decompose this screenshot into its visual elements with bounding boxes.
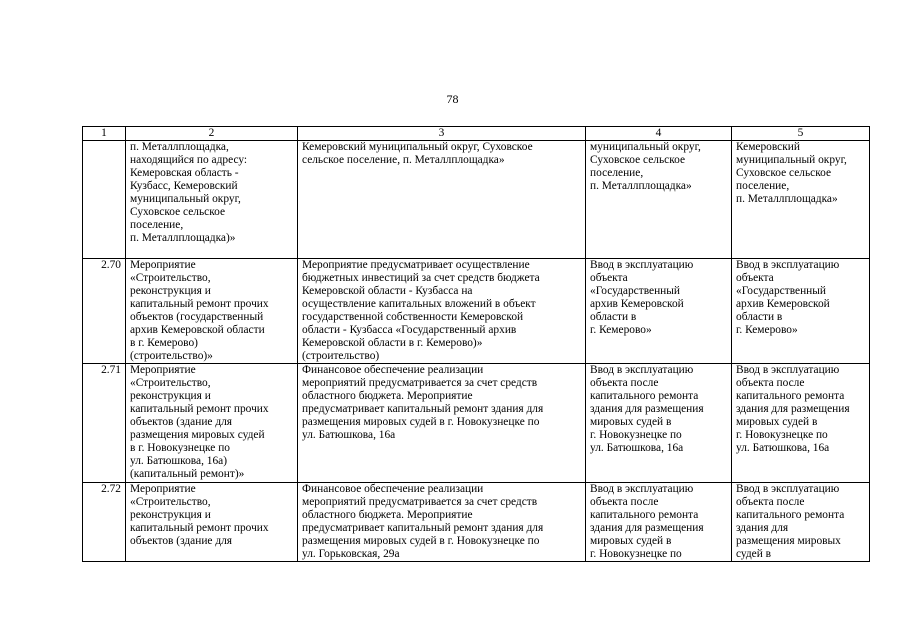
- row-number: 2.70: [83, 259, 126, 364]
- column-header: 2: [126, 127, 298, 141]
- expected-result-cell: Ввод в эксплуатацию объекта «Государственный архив Кемеровской области в г. Кемерово»: [586, 259, 732, 364]
- table-row: [83, 483, 870, 562]
- indicator-cell: Ввод в эксплуатацию объекта после капитального ремонта здания для размещения мировых судей в г. Новокузнецке по ул. Батюшкова, 16а: [732, 364, 870, 483]
- table-row: [83, 364, 870, 483]
- expected-result-cell: Ввод в эксплуатацию объекта после капитального ремонта здания для размещения мировых судей в г. Новокузнецке по ул. Батюшкова, 16а: [586, 364, 732, 483]
- indicator-cell: Ввод в эксплуатацию объекта после капитального ремонта здания для размещения мировых судей в: [732, 483, 870, 562]
- indicator-cell: Кемеровский муниципальный округ, Суховское сельское поселение, п. Металлплощадка»: [732, 141, 870, 259]
- table-row: [83, 141, 870, 259]
- row-number: [83, 141, 126, 259]
- expected-result-cell: муниципальный округ, Суховское сельское поселение, п. Металлплощадка»: [586, 141, 732, 259]
- measures-table: [82, 126, 870, 562]
- column-header: 4: [586, 127, 732, 141]
- row-number: 2.71: [83, 364, 126, 483]
- page-number: 78: [446, 92, 459, 106]
- expected-result-cell: Ввод в эксплуатацию объекта после капитального ремонта здания для размещения мировых судей в г. Новокузнецке по: [586, 483, 732, 562]
- measure-description-cell: Кемеровский муниципальный округ, Суховское сельское поселение, п. Металлплощадка»: [298, 141, 586, 259]
- column-header: 5: [732, 127, 870, 141]
- column-header: 3: [298, 127, 586, 141]
- measure-description-cell: Финансовое обеспечение реализации мероприятий предусматривается за счет средств областного бюджета. Мероприятие предусматривает капитальный ремонт здания для размещения мировых судей в г. Новокузнецке по ул. Батюшкова, 16а: [298, 364, 586, 483]
- measure-name-cell: Мероприятие «Строительство, реконструкция и капитальный ремонт прочих объектов (здание для: [126, 483, 298, 562]
- column-header: 1: [83, 127, 126, 141]
- table-header-row: [83, 127, 870, 141]
- measure-description-cell: Мероприятие предусматривает осуществление бюджетных инвестиций за счет средств бюджета Кемеровской области - Кузбасса на осуществление капитальных вложений в объект государственной собственности Кемеровской области - Кузбасса «Государственный архив Кемеровской области в г. Кемерово)» (строительство): [298, 259, 586, 364]
- measure-description-cell: Финансовое обеспечение реализации мероприятий предусматривается за счет средств областного бюджета. Мероприятие предусматривает капитальный ремонт здания для размещения мировых судей в г. Новокузнецке по ул. Горьковская, 29а: [298, 483, 586, 562]
- row-number: 2.72: [83, 483, 126, 562]
- table-row: [83, 259, 870, 364]
- indicator-cell: Ввод в эксплуатацию объекта «Государственный архив Кемеровской области в г. Кемерово»: [732, 259, 870, 364]
- measure-name-cell: Мероприятие «Строительство, реконструкция и капитальный ремонт прочих объектов (здание для размещения мировых судей в г. Новокузнецке по ул. Батюшкова, 16а) (капитальный ремонт)»: [126, 364, 298, 483]
- measure-name-cell: п. Металлплощадка, находящийся по адресу: Кемеровская область - Кузбасс, Кемеровский муниципальный округ, Суховское сельское поселение, п. Металлплощадка)»: [126, 141, 298, 259]
- measure-name-cell: Мероприятие «Строительство, реконструкция и капитальный ремонт прочих объектов (государственный архив Кемеровской области в г. Кемерово) (строительство)»: [126, 259, 298, 364]
